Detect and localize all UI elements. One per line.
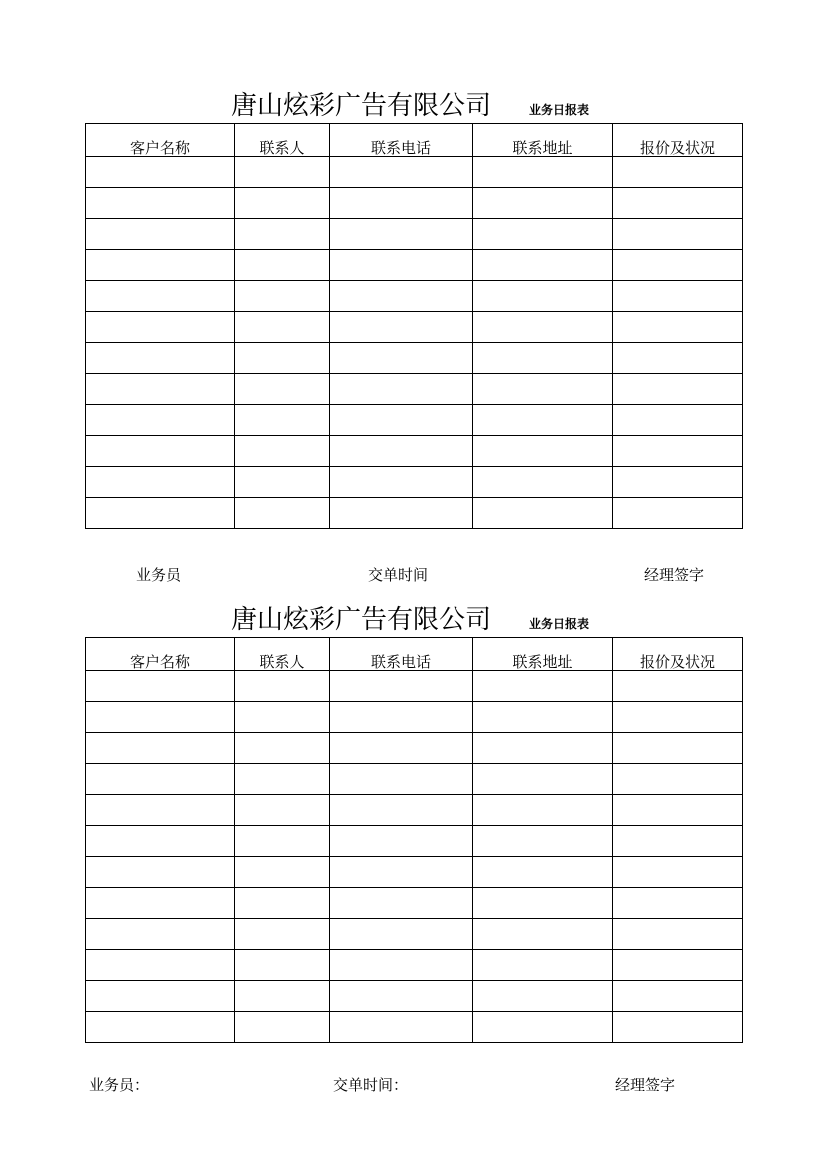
phone-cell[interactable]: [330, 374, 473, 405]
customer-name-cell[interactable]: [86, 795, 235, 826]
table-row: [86, 157, 743, 188]
phone-cell[interactable]: [330, 467, 473, 498]
contact-person-cell[interactable]: [235, 1012, 330, 1043]
customer-name-cell[interactable]: [86, 312, 235, 343]
table-row: [86, 188, 743, 219]
contact-person-cell[interactable]: [235, 826, 330, 857]
customer-name-cell[interactable]: [86, 919, 235, 950]
address-cell[interactable]: [473, 981, 613, 1012]
report-table: [85, 123, 743, 529]
contact-person-cell[interactable]: [235, 919, 330, 950]
customer-name-cell[interactable]: [86, 219, 235, 250]
phone-cell[interactable]: [330, 281, 473, 312]
phone-cell[interactable]: [330, 188, 473, 219]
address-cell[interactable]: [473, 1012, 613, 1043]
customer-name-cell[interactable]: [86, 498, 235, 529]
address-cell[interactable]: [473, 795, 613, 826]
contact-person-cell[interactable]: [235, 702, 330, 733]
address-cell[interactable]: [473, 498, 613, 529]
customer-name-cell[interactable]: [86, 702, 235, 733]
address-cell[interactable]: [473, 343, 613, 374]
column-header-phone: 联系电话: [330, 638, 473, 671]
header-row: [86, 638, 743, 671]
column-header-contact-person: 联系人: [235, 638, 330, 671]
table-row: [86, 467, 743, 498]
customer-name-cell[interactable]: [86, 374, 235, 405]
address-cell[interactable]: [473, 950, 613, 981]
title-row: [0, 88, 827, 124]
contact-person-cell[interactable]: [235, 312, 330, 343]
address-cell[interactable]: [473, 467, 613, 498]
customer-name-cell[interactable]: [86, 950, 235, 981]
phone-cell[interactable]: [330, 733, 473, 764]
report-table: [85, 637, 743, 1043]
column-header-phone: 联系电话: [330, 124, 473, 157]
phone-cell[interactable]: [330, 405, 473, 436]
phone-cell[interactable]: [330, 981, 473, 1012]
address-cell[interactable]: [473, 671, 613, 702]
customer-name-cell[interactable]: [86, 436, 235, 467]
phone-cell[interactable]: [330, 764, 473, 795]
salesman-label: 业务员：: [89, 1076, 150, 1094]
company-name: 唐山炫彩广告有限公司: [231, 605, 492, 635]
table-row: [86, 795, 743, 826]
submit-time-label: 交单时间: [368, 566, 429, 584]
table-row: [86, 671, 743, 702]
table-row: [86, 826, 743, 857]
address-cell[interactable]: [473, 250, 613, 281]
table-row: [86, 250, 743, 281]
customer-name-cell[interactable]: [86, 671, 235, 702]
quote-status-cell[interactable]: [613, 857, 743, 888]
address-cell[interactable]: [473, 312, 613, 343]
company-name: 唐山炫彩广告有限公司: [231, 91, 492, 121]
contact-person-cell[interactable]: [235, 795, 330, 826]
customer-name-cell[interactable]: [86, 250, 235, 281]
quote-status-cell[interactable]: [613, 343, 743, 374]
contact-person-cell[interactable]: [235, 250, 330, 281]
quote-status-cell[interactable]: [613, 405, 743, 436]
manager-signature-label: 经理签字: [615, 1076, 676, 1094]
customer-name-cell[interactable]: [86, 281, 235, 312]
address-cell[interactable]: [473, 764, 613, 795]
quote-status-cell[interactable]: [613, 919, 743, 950]
column-header-address: 联系地址: [473, 638, 613, 671]
column-header-customer-name: 客户名称: [86, 124, 235, 157]
address-cell[interactable]: [473, 857, 613, 888]
table-row: [86, 888, 743, 919]
address-cell[interactable]: [473, 888, 613, 919]
table-row: [86, 498, 743, 529]
contact-person-cell[interactable]: [235, 671, 330, 702]
customer-name-cell[interactable]: [86, 467, 235, 498]
contact-person-cell[interactable]: [235, 405, 330, 436]
table-row: [86, 919, 743, 950]
phone-cell[interactable]: [330, 671, 473, 702]
contact-person-cell[interactable]: [235, 157, 330, 188]
table-row: [86, 405, 743, 436]
quote-status-cell[interactable]: [613, 764, 743, 795]
quote-status-cell[interactable]: [613, 436, 743, 467]
customer-name-cell[interactable]: [86, 343, 235, 374]
quote-status-cell[interactable]: [613, 374, 743, 405]
table-row: [86, 764, 743, 795]
contact-person-cell[interactable]: [235, 733, 330, 764]
address-cell[interactable]: [473, 281, 613, 312]
contact-person-cell[interactable]: [235, 188, 330, 219]
table-row: [86, 702, 743, 733]
column-header-customer-name: 客户名称: [86, 638, 235, 671]
quote-status-cell[interactable]: [613, 157, 743, 188]
address-cell[interactable]: [473, 733, 613, 764]
salesman-label: 业务员: [136, 566, 182, 584]
report-label: 业务日报表: [529, 617, 590, 631]
quote-status-cell[interactable]: [613, 733, 743, 764]
column-header-address: 联系地址: [473, 124, 613, 157]
table-row: [86, 857, 743, 888]
phone-cell[interactable]: [330, 702, 473, 733]
address-cell[interactable]: [473, 702, 613, 733]
address-cell[interactable]: [473, 188, 613, 219]
quote-status-cell[interactable]: [613, 219, 743, 250]
quote-status-cell[interactable]: [613, 281, 743, 312]
contact-person-cell[interactable]: [235, 467, 330, 498]
customer-name-cell[interactable]: [86, 888, 235, 919]
header-row: [86, 124, 743, 157]
address-cell[interactable]: [473, 405, 613, 436]
quote-status-cell[interactable]: [613, 467, 743, 498]
table-row: [86, 733, 743, 764]
table-row: [86, 281, 743, 312]
customer-name-cell[interactable]: [86, 764, 235, 795]
contact-person-cell[interactable]: [235, 888, 330, 919]
table-body: [86, 671, 743, 1043]
quote-status-cell[interactable]: [613, 826, 743, 857]
address-cell[interactable]: [473, 219, 613, 250]
customer-name-cell[interactable]: [86, 188, 235, 219]
footer-row: [0, 564, 827, 586]
customer-name-cell[interactable]: [86, 1012, 235, 1043]
quote-status-cell[interactable]: [613, 671, 743, 702]
contact-person-cell[interactable]: [235, 219, 330, 250]
contact-person-cell[interactable]: [235, 498, 330, 529]
table-row: [86, 312, 743, 343]
phone-cell[interactable]: [330, 888, 473, 919]
table-row: [86, 374, 743, 405]
phone-cell[interactable]: [330, 826, 473, 857]
phone-cell[interactable]: [330, 250, 473, 281]
table-row: [86, 1012, 743, 1043]
quote-status-cell[interactable]: [613, 250, 743, 281]
contact-person-cell[interactable]: [235, 981, 330, 1012]
report-label: 业务日报表: [529, 103, 590, 117]
phone-cell[interactable]: [330, 157, 473, 188]
quote-status-cell[interactable]: [613, 1012, 743, 1043]
customer-name-cell[interactable]: [86, 981, 235, 1012]
contact-person-cell[interactable]: [235, 764, 330, 795]
table-row: [86, 219, 743, 250]
phone-cell[interactable]: [330, 950, 473, 981]
column-header-quote-status: 报价及状况: [613, 124, 743, 157]
phone-cell[interactable]: [330, 312, 473, 343]
column-header-contact-person: 联系人: [235, 124, 330, 157]
quote-status-cell[interactable]: [613, 981, 743, 1012]
quote-status-cell[interactable]: [613, 795, 743, 826]
phone-cell[interactable]: [330, 498, 473, 529]
contact-person-cell[interactable]: [235, 374, 330, 405]
quote-status-cell[interactable]: [613, 312, 743, 343]
quote-status-cell[interactable]: [613, 888, 743, 919]
table-row: [86, 950, 743, 981]
quote-status-cell[interactable]: [613, 950, 743, 981]
phone-cell[interactable]: [330, 436, 473, 467]
table-body: [86, 157, 743, 529]
customer-name-cell[interactable]: [86, 857, 235, 888]
quote-status-cell[interactable]: [613, 188, 743, 219]
address-cell[interactable]: [473, 157, 613, 188]
address-cell[interactable]: [473, 826, 613, 857]
footer-row: [0, 1074, 827, 1096]
table-row: [86, 981, 743, 1012]
customer-name-cell[interactable]: [86, 405, 235, 436]
table-row: [86, 343, 743, 374]
address-cell[interactable]: [473, 374, 613, 405]
customer-name-cell[interactable]: [86, 157, 235, 188]
customer-name-cell[interactable]: [86, 733, 235, 764]
contact-person-cell[interactable]: [235, 857, 330, 888]
contact-person-cell[interactable]: [235, 281, 330, 312]
phone-cell[interactable]: [330, 1012, 473, 1043]
quote-status-cell[interactable]: [613, 498, 743, 529]
contact-person-cell[interactable]: [235, 950, 330, 981]
phone-cell[interactable]: [330, 343, 473, 374]
manager-signature-label: 经理签字: [644, 566, 705, 584]
contact-person-cell[interactable]: [235, 436, 330, 467]
address-cell[interactable]: [473, 919, 613, 950]
phone-cell[interactable]: [330, 795, 473, 826]
address-cell[interactable]: [473, 436, 613, 467]
table-row: [86, 436, 743, 467]
title-row: [0, 602, 827, 638]
quote-status-cell[interactable]: [613, 702, 743, 733]
contact-person-cell[interactable]: [235, 343, 330, 374]
column-header-quote-status: 报价及状况: [613, 638, 743, 671]
customer-name-cell[interactable]: [86, 826, 235, 857]
phone-cell[interactable]: [330, 919, 473, 950]
submit-time-label: 交单时间：: [333, 1076, 409, 1094]
phone-cell[interactable]: [330, 219, 473, 250]
phone-cell[interactable]: [330, 857, 473, 888]
